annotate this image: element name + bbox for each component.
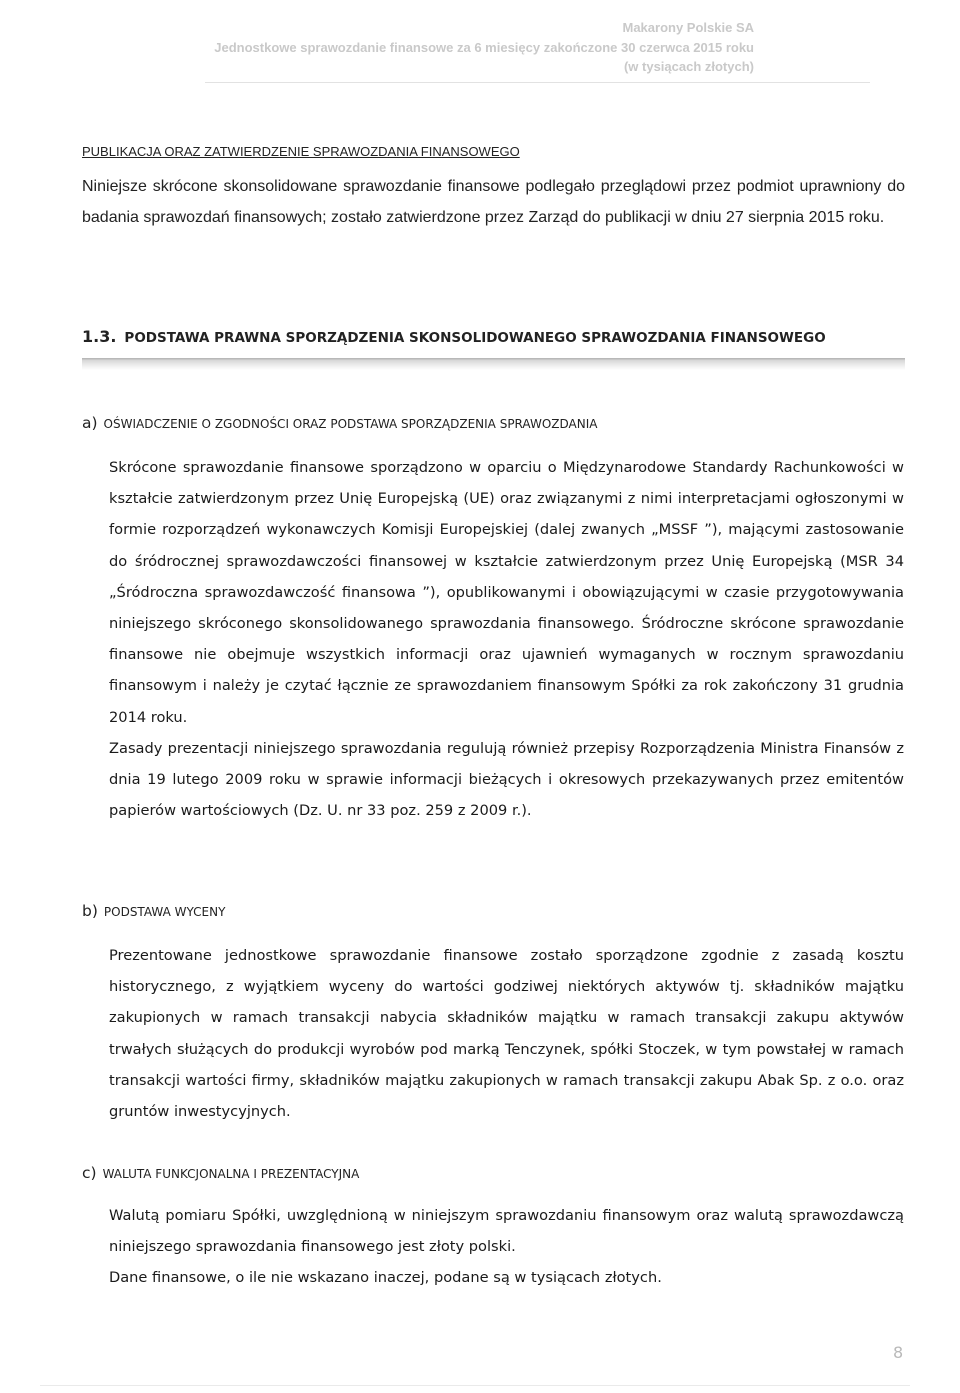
subsection-c-paragraph-1: Walutą pomiaru Spółki, uwzględnioną w niniejszym sprawozdaniu finansowym oraz walutą sprawozdawczą niniejszego sprawozdania finansowego jest złoty polski. bbox=[109, 1207, 904, 1256]
subsection-b-title: PODSTAWA WYCENY bbox=[103, 905, 226, 919]
publication-title: PUBLIKACJA ORAZ ZATWIERDZENIE SPRAWOZDANIA FINANSOWEGO bbox=[82, 144, 520, 159]
section-heading bbox=[82, 327, 905, 346]
page-header bbox=[214, 18, 754, 77]
subsection-a-heading bbox=[82, 414, 597, 432]
subsection-b-heading bbox=[82, 902, 225, 920]
header-units: (w tysiącach złotych) bbox=[623, 59, 754, 74]
publication-text: Niniejsze skrócone skonsolidowane sprawozdanie finansowe podlegało przeglądowi przez podmiot uprawniony do badania sprawozdań finansowych; zostało zatwierdzone przez Zarząd do publikacji w dniu 27 sierpnia 2015 roku. bbox=[82, 178, 905, 226]
section-divider bbox=[82, 358, 905, 370]
header-report-title: Jednostkowe sprawozdanie finansowe za 6 miesięcy zakończone 30 czerwca 2015 roku bbox=[214, 39, 754, 55]
subsection-c-label: c) bbox=[82, 1164, 97, 1182]
page-number: 8 bbox=[893, 1343, 904, 1362]
subsection-c-paragraph-2: Dane finansowe, o ile nie wskazano inaczej, podane są w tysiącach złotych. bbox=[109, 1269, 662, 1287]
subsection-a-body bbox=[109, 452, 904, 826]
subsection-c-body bbox=[109, 1200, 904, 1294]
subsection-b-label: b) bbox=[82, 902, 98, 920]
header-divider bbox=[205, 82, 870, 83]
subsection-b-paragraph-1: Prezentowane jednostkowe sprawozdanie finansowe zostało sporządzone zgodnie z zasadą kosztu historycznego, z wyjątkiem wyceny do wartości godziwej niektórych aktywów tj. składników majątku zakupionych w ramach transakcji nabycia składników majątku w ramach transakcji zakupu aktywów trwałych służących do produkcji wyrobów pod marką Tenczynek, spółki Stoczek, w tym powstałej w ramach transakcji wartości firmy, składników majątku zakupionych w ramach transakcji zakupu Abak Sp. z o.o. oraz gruntów inwestycyjnych. bbox=[109, 947, 904, 1121]
section-title: PODSTAWA PRAWNA SPORZĄDZENIA SKONSOLIDOWANEGO SPRAWOZDANIA FINANSOWEGO bbox=[124, 330, 826, 346]
subsection-c-title: WALUTA FUNKCJONALNA I PREZENTACYJNA bbox=[102, 1167, 360, 1181]
subsection-c-heading bbox=[82, 1164, 359, 1182]
subsection-b-body bbox=[109, 940, 904, 1127]
subsection-a-paragraph-1: Skrócone sprawozdanie finansowe sporządzono w oparciu o Międzynarodowe Standardy Rachunkowości w kształcie zatwierdzonym przez Unię Europejską (UE) oraz związanymi z nimi interpretacjami ogłoszonymi w formie rozporządzeń wykonawczych Komisji Europejskiej (dalej zwanych „MSSF ”), mającymi zastosowanie do śródrocznej sprawozdawczości finansowej w kształcie zatwierdzonym przez Unię Europejską (MSR 34 „Śródroczna sprawozdawczość finansowa ”), opublikowanymi i obowiązującymi w czasie przygotowywania niniejszego skróconego skonsolidowanego sprawozdania finansowego. Śródroczne skrócone sprawozdanie finansowe nie obejmuje wszystkich informacji oraz ujawnień wymaganych w rocznym sprawozdaniu finansowym i należy je czytać łącznie ze sprawozdaniem finansowym Spółki za rok zakończony 31 grudnia 2014 roku. bbox=[109, 459, 904, 726]
header-company: Makarony Polskie SA bbox=[622, 20, 754, 35]
section-number: 1.3. bbox=[82, 327, 117, 346]
footer-divider bbox=[40, 1385, 910, 1386]
subsection-a-title: OŚWIADCZENIE O ZGODNOŚCI ORAZ PODSTAWA SPORZĄDZENIA SPRAWOZDANIA bbox=[103, 417, 598, 431]
subsection-a-paragraph-2: Zasady prezentacji niniejszego sprawozdania regulują również przepisy Rozporządzenia Ministra Finansów z dnia 19 lutego 2009 roku w sprawie informacji bieżących i okresowych przekazywanych przez emitentów papierów wartościowych (Dz. U. nr 33 poz. 259 z 2009 r.). bbox=[109, 739, 904, 820]
subsection-a-label: a) bbox=[82, 414, 98, 432]
